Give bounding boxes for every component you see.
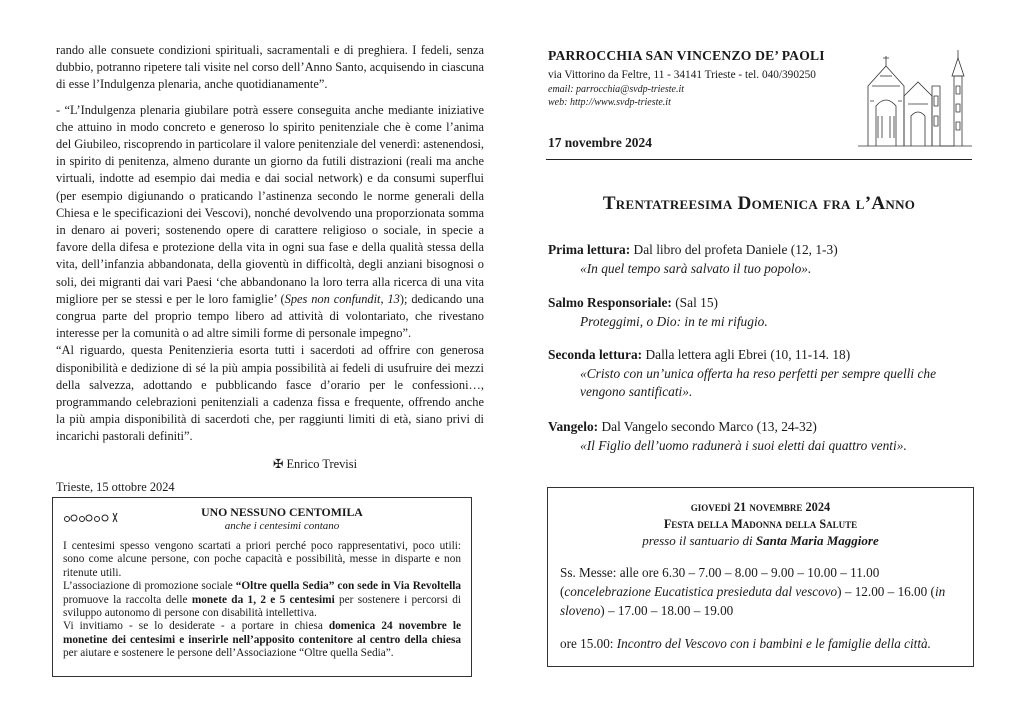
coin-text-2c: promuove la raccolta delle bbox=[63, 593, 192, 606]
mass-times bbox=[560, 563, 961, 620]
reading-label: Vangelo: bbox=[548, 419, 599, 434]
sunday-title: Trentatreesima Domenica fra l’Anno bbox=[602, 193, 916, 214]
coin-text-2e: per sostenere i percorsi di sviluppo autonomo di persone con disabilità intellettiva. bbox=[63, 593, 462, 620]
reading-quote: Proteggimi, o Dio: in te mi rifugio. bbox=[580, 313, 768, 329]
coin-text-2a: L’associazione di promozione sociale bbox=[63, 580, 236, 593]
parish-address: via Vittorino da Feltre, 11 - 34141 Trieste - tel. 040/390250 bbox=[548, 69, 816, 81]
mass-times-d: in sloveno bbox=[560, 584, 946, 618]
reading-second bbox=[548, 346, 972, 402]
reading-ref: Dal libro del profeta Daniele (12, 1-3) bbox=[630, 242, 838, 257]
feast-place-prefix: presso il santuario di bbox=[642, 533, 756, 548]
citation: Spes non confundit, 13 bbox=[284, 291, 400, 306]
mass-times-b: concelebrazione Eucatistica presieduta dal vescovo bbox=[564, 584, 838, 599]
paragraph-2-text-a: - “L’Indulgenza plenaria giubilare potrà essere conseguita anche mediante iniziative che attuino in modo concreto e generoso lo spirito penitenziale che è come l’anima del Giubileo, riscoprendo in particolare il valore penitenziale del venerdì: astenendosi, in spirito di penitenza, almeno durante un giorno da futili distrazioni (reali ma anche virtuali, indotte ad esempio dai media e dai social network) e da consumi superflui (per esempio digiunando o praticando l’astinenza secondo le norme generali della Chiesa e le specificazioni dei Vescovi), nonché devolvendo una proporzionata somma in denaro ai poveri; sostenendo opere di carattere religioso o sociale, in specie a favore della difesa e protezione della vita in ogni sua fase e della qualità stessa della vita, dell’infanzia abbandonata, della gioventù in difficoltà, degli anziani bisognosi o soli, dei migranti dai vari Paesi ‘che abbandonano la loro terra alla ricerca di una vita migliore per se stessi e per le loro famiglie’ ( bbox=[56, 102, 485, 306]
parish-web[interactable]: web: http://www.svdp-trieste.it bbox=[548, 97, 671, 108]
sunday-date: 17 novembre 2024 bbox=[548, 135, 652, 150]
church-drawing-icon bbox=[856, 46, 974, 152]
coin-text-3 bbox=[63, 620, 461, 660]
reading-first bbox=[548, 241, 972, 278]
mass-times-e: ) – 17.00 – 18.00 – 19.00 bbox=[600, 603, 734, 618]
box-subtitle: anche i centesimi contano bbox=[224, 520, 340, 532]
coin-text-3a: Vi invitiamo - se lo desiderate - a portare in chiesa bbox=[63, 620, 329, 633]
reading-psalm bbox=[548, 294, 972, 331]
meeting-time: ore 15.00: bbox=[560, 636, 617, 651]
box-title: UNO NESSUNO CENTOMILA bbox=[201, 505, 363, 519]
reading-label: Salmo Responsoriale: bbox=[548, 295, 672, 310]
feast-box bbox=[547, 487, 974, 667]
reading-quote: «Cristo con un’unica offerta ha reso perfetti per sempre quelli che vengono santificati». bbox=[580, 365, 937, 399]
mass-times-a: Ss. Messe: alle ore 6.30 – 7.00 – 8.00 – 9.00 – 10.00 – 11.00 ( bbox=[560, 565, 880, 599]
mass-times-c: ) – 12.00 – 16.00 ( bbox=[837, 584, 935, 599]
left-column bbox=[56, 42, 484, 496]
coin-text-2d: monete da 1, 2 e 5 centesimi bbox=[191, 593, 335, 606]
place-date: Trieste, 15 ottobre 2024 bbox=[56, 479, 175, 494]
reading-quote: «In quel tempo sarà salvato il tuo popolo». bbox=[580, 260, 812, 276]
coin-text-3b: domenica 24 novembre le monetine dei centesimi e inserirle nell’apposito contenitore al centro della chiesa bbox=[63, 620, 461, 646]
paragraph-3: “Al riguardo, questa Penitenzieria esorta tutti i sacerdoti ad offrire con generosa disponibilità e dedizione di sé la più ampia possibilità ai fedeli di usufruire dei mezzi della salvezza, adottando e pubblicando fasce d’orario per le confessioni…, programmando celebrazioni penitenziali a cadenza fissa e frequente, offrendo anche la più ampia disponibilità di sacerdoti che, per raggiunti limiti di età, siano privi di incarichi pastorali definiti”. bbox=[56, 343, 484, 444]
feast-place bbox=[548, 533, 973, 549]
reading-ref: (Sal 15) bbox=[671, 295, 718, 310]
parish-name: PARROCCHIA SAN VINCENZO DE’ PAOLI bbox=[548, 48, 825, 63]
coin-text-2 bbox=[63, 580, 461, 620]
coin-text-2b: “Oltre quella Sedia” con sede in Via Revoltella bbox=[235, 580, 461, 593]
coin-text-1: I centesimi spesso vengono scartati a priori perché poco rappresentativi, poco utili: sono come alcune persone, con poche capacità e possibilità, messe in disparte e non ritenute utili. bbox=[63, 540, 461, 579]
feast-date: giovedì 21 novembre 2024 bbox=[690, 500, 831, 514]
coin-text-3c: per aiutare e sostenere le persone dell’Associazione “Oltre quella Sedia”. bbox=[63, 647, 394, 660]
parish-email[interactable]: email: parrocchia@svdp-trieste.it bbox=[548, 84, 685, 95]
feast-name: Festa della Madonna della Salute bbox=[663, 517, 858, 531]
reading-ref: Dalla lettera agli Ebrei (10, 11-14. 18) bbox=[642, 347, 851, 362]
feast-place-name: Santa Maria Maggiore bbox=[755, 533, 879, 548]
reading-label: Seconda lettura: bbox=[548, 347, 643, 362]
reading-gospel bbox=[548, 418, 972, 455]
reading-ref: Dal Vangelo secondo Marco (13, 24-32) bbox=[598, 419, 817, 434]
paragraph-2 bbox=[56, 102, 484, 343]
divider bbox=[546, 159, 972, 160]
coin-collection-box bbox=[52, 497, 472, 677]
signature: ✠ Enrico Trevisi bbox=[272, 456, 358, 471]
bishop-meeting bbox=[560, 636, 961, 652]
reading-label: Prima lettura: bbox=[548, 242, 631, 257]
meeting-text: Incontro del Vescovo con i bambini e le famiglie della città. bbox=[616, 636, 931, 651]
paragraph-1: rando alle consuete condizioni spirituali, sacramentali e di preghiera. I fedeli, senza dubbio, potranno ripetere tali visite nel corso dell’Anno Santo, acquisendo in ciascuna di esse l’Indulgenza plenaria, anche quotidianamente”. bbox=[56, 43, 484, 92]
reading-quote: «Il Figlio dell’uomo radunerà i suoi eletti dai quattro venti». bbox=[580, 437, 907, 453]
paragraph-2-text-b: ); dedicando una congrua parte del proprio tempo libero ad attività di volontariato, che rivestano interesse per la comunità o ad altre simili forme di personale impegno”. bbox=[56, 291, 484, 341]
